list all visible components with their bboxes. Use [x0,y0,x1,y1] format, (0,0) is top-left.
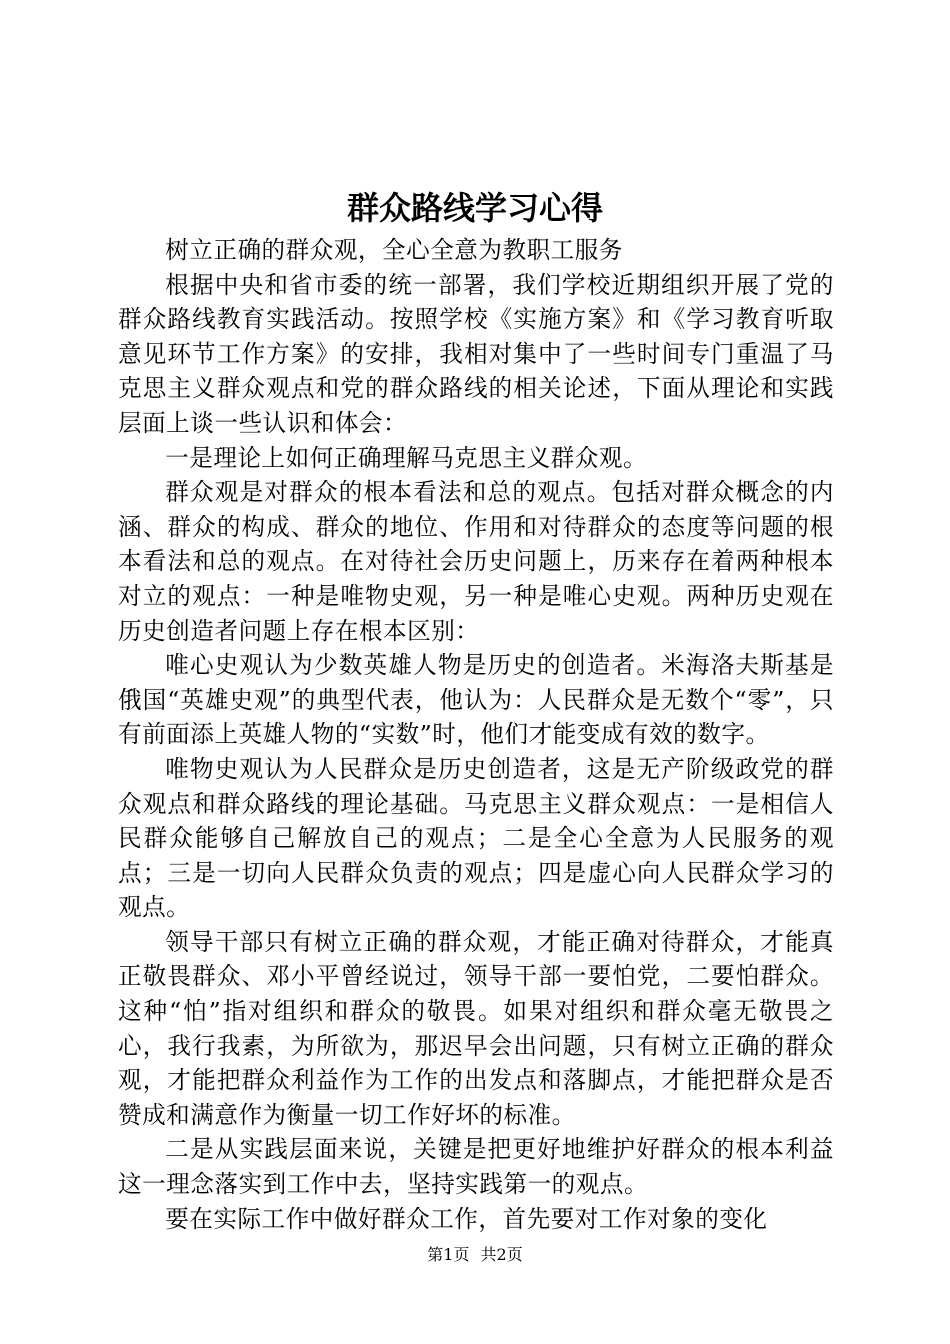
paragraph: 唯物史观认为人民群众是历史创造者，这是无产阶级政党的群众观点和群众路线的理论基础。马克思主义群众观点：一是相信人民群众能够自己解放自己的观点；二是全心全意为人民服务的观点；三是一切向人民群众负责的观点；四是虚心向人民群众学习的观点。 [118,754,834,922]
page-footer [0,1243,950,1267]
paragraph: 领导干部只有树立正确的群众观，才能正确对待群众，才能真正敬畏群众、邓小平曾经说过，领导干部一要怕党，二要怕群众。这种“怕”指对组织和群众的敬畏。如果对组织和群众毫无敬畏之心，我行我素，为所欲为，那迟早会出问题，只有树立正确的群众观，才能把群众利益作为工作的出发点和落脚点，才能把群众是否赞成和满意作为衡量一切工作好坏的标准。 [118,927,834,1129]
paragraph: 唯心史观认为少数英雄人物是历史的创造者。米海洛夫斯基是俄国“英雄史观”的典型代表，他认为：人民群众是无数个“零”，只有前面添上英雄人物的“实数”时，他们才能变成有效的数字。 [118,651,834,749]
paragraph: 根据中央和省市委的统一部署，我们学校近期组织开展了党的群众路线教育实践活动。按照学校《实施方案》和《学习教育听取意见环节工作方案》的安排，我相对集中了一些时间专门重温了马克思主义群众观点和党的群众路线的相关论述，下面从理论和实践层面上谈一些认识和体会： [118,270,834,437]
paragraph-subtitle: 树立正确的群众观，全心全意为教职工服务 [165,236,623,264]
paragraph: 群众观是对群众的根本看法和总的观点。包括对群众概念的内涵、群众的构成、群众的地位、作用和对待群众的态度等问题的根本看法和总的观点。在对待社会历史问题上，历来存在着两种根本对立的观点：一种是唯物史观，另一种是唯心史观。两种历史观在历史创造者问题上存在根本区别： [118,478,834,645]
document-title: 群众路线学习心得 [346,189,603,227]
paragraph-section-heading: 二是从实践层面来说，关键是把更好地维护好群众的根本利益这一理念落实到工作中去，坚持实践第一的观点。 [118,1135,834,1199]
page-number: 第1页 [427,1245,470,1264]
paragraph-section-heading: 一是理论上如何正确理解马克思主义群众观。 [165,443,648,472]
page-total: 共2页 [480,1245,523,1264]
paragraph: 要在实际工作中做好群众工作，首先要对工作对象的变化 [165,1204,768,1233]
document-body [118,233,834,1236]
